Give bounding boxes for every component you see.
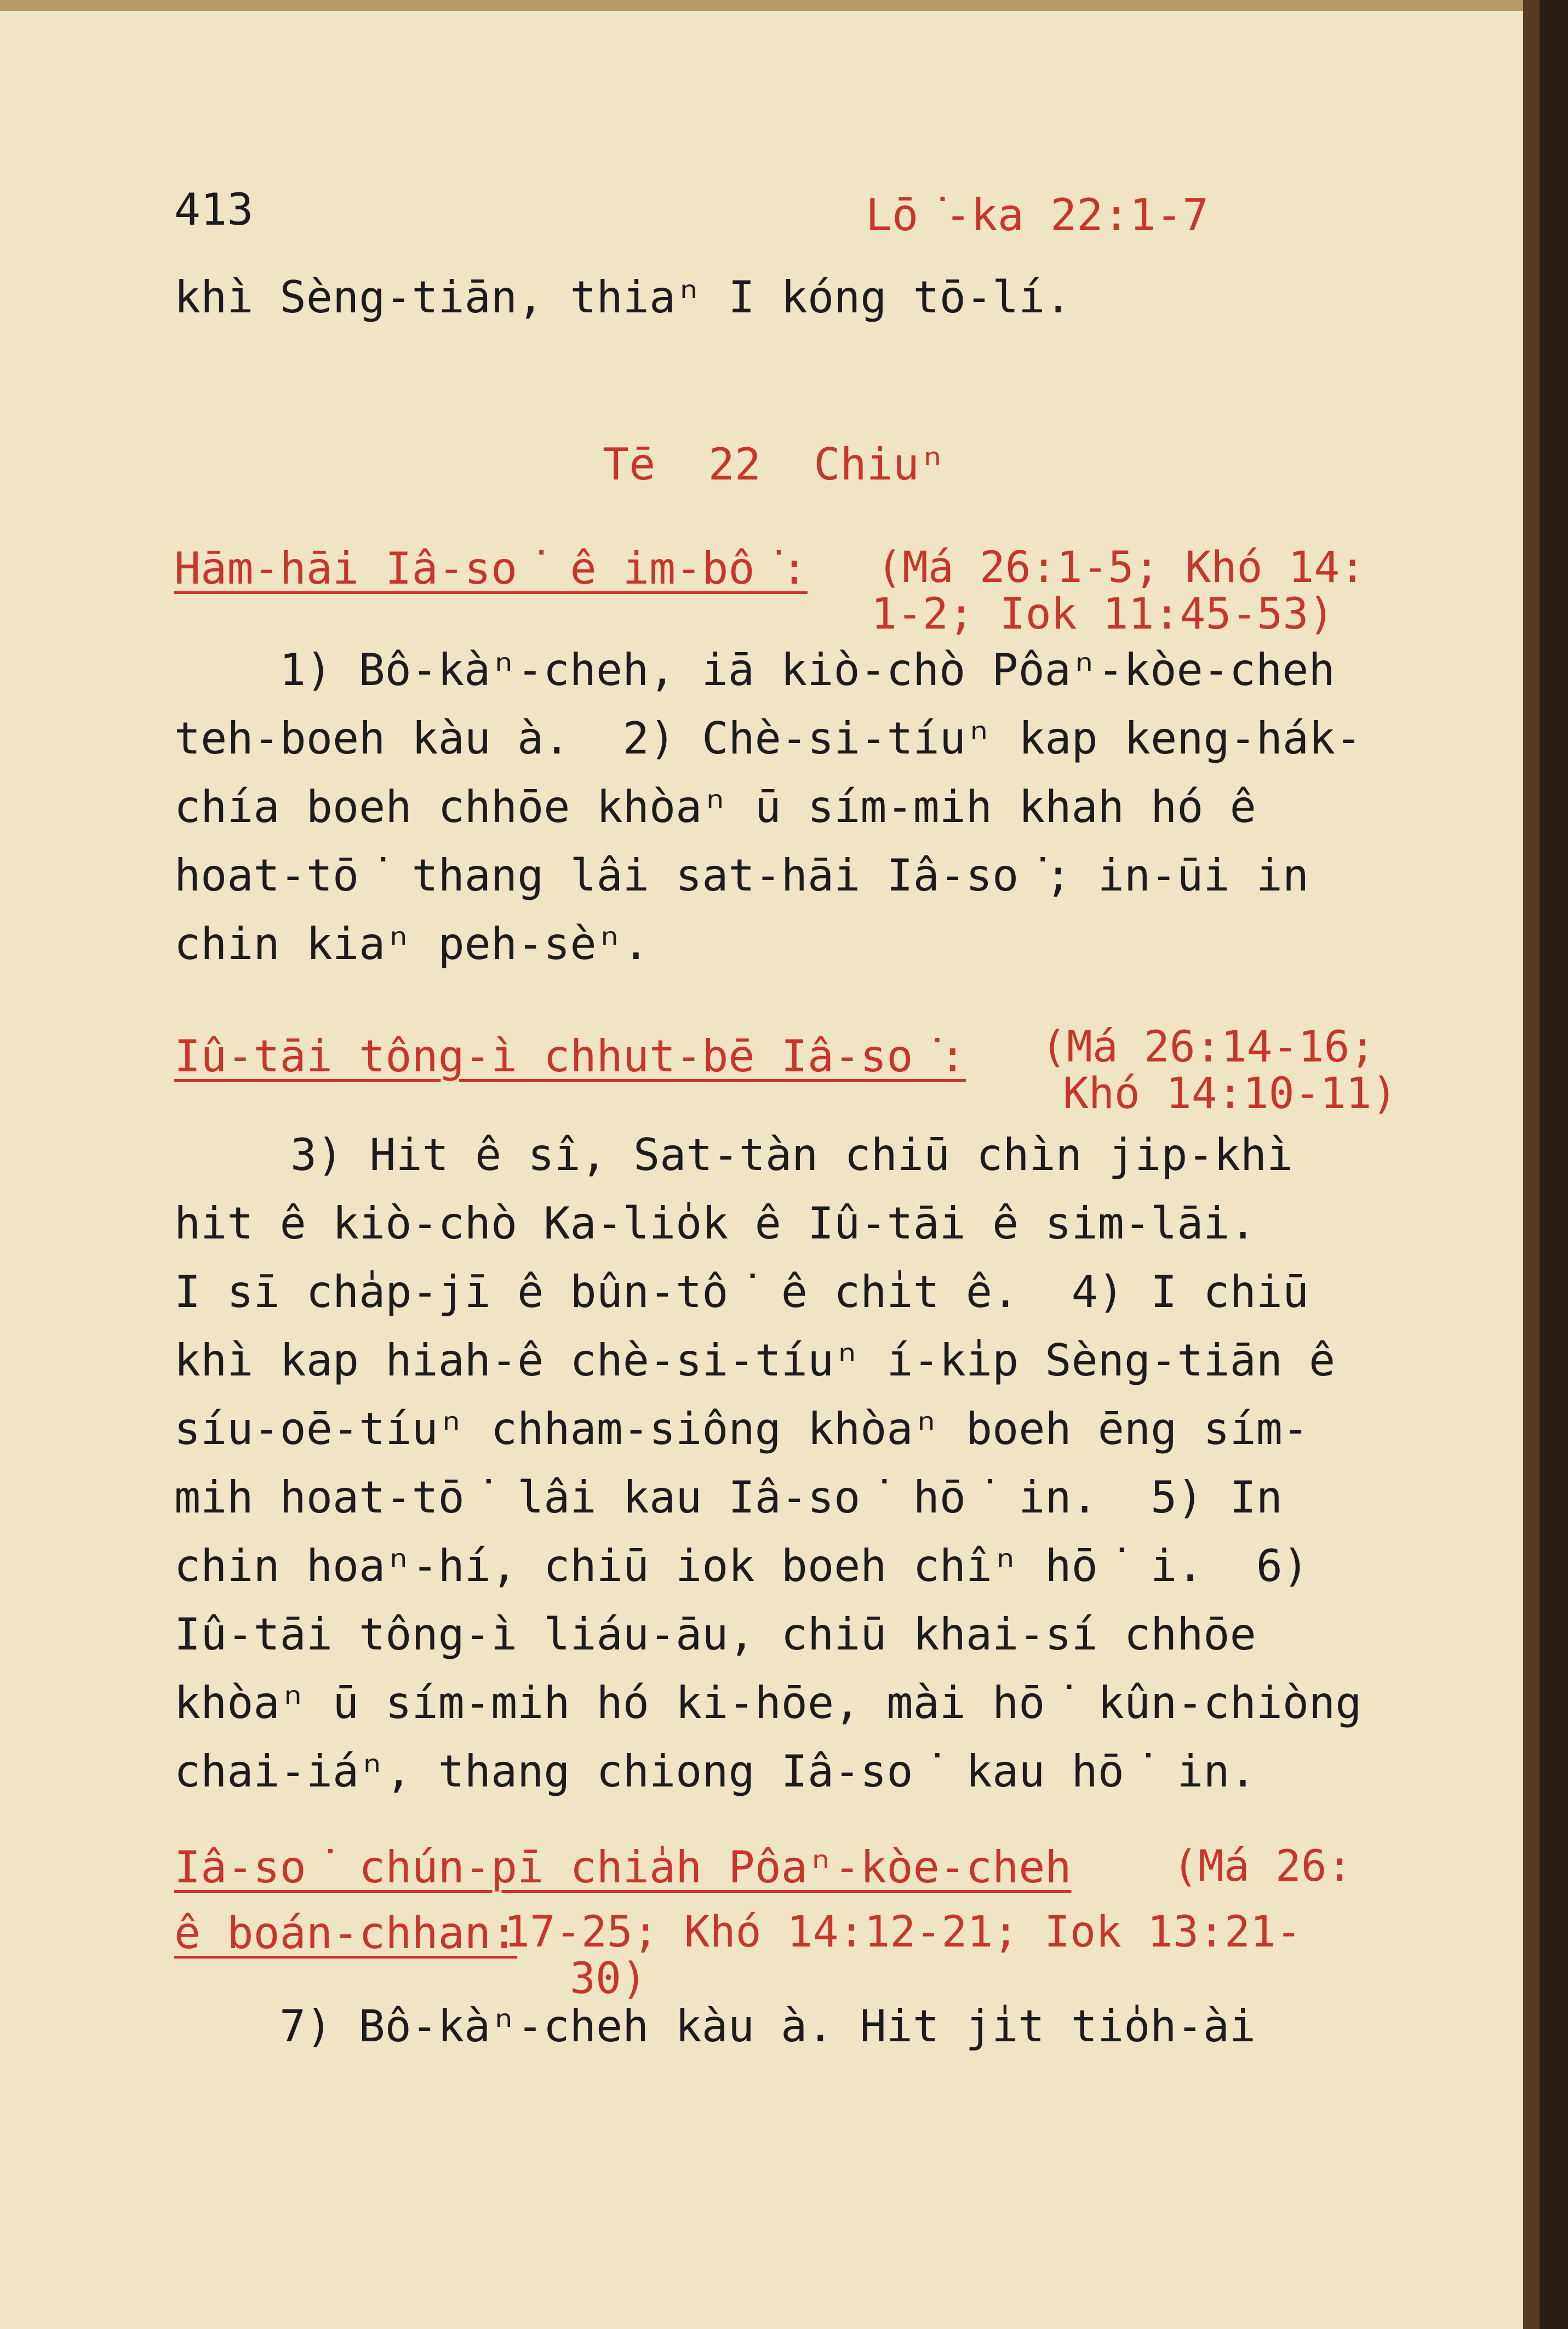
section-title: Iû-tāi tông-ì chhut-bē Iâ-so͘:: [174, 1031, 966, 1082]
page-number: 413: [174, 184, 254, 235]
cross-reference: (Má 26:14-16;: [1041, 1023, 1376, 1072]
section-title: Iâ-so͘ chún-pī chia̍h Pôaⁿ-kòe-cheh: [174, 1842, 1072, 1893]
text-line: chía boeh chhōe khòaⁿ ū sím-mih khah hó ê: [174, 781, 1256, 832]
text-line: teh-boeh kàu à. 2) Chè-si-tíuⁿ kap keng-hák-: [174, 713, 1362, 764]
text-line: chin kiaⁿ peh-sèⁿ.: [174, 918, 649, 969]
page-edge: [0, 0, 1523, 11]
text-line: khòaⁿ ū sím-mih hó ki-hōe, mài hō͘ kûn-chiòng: [174, 1677, 1362, 1728]
text-line: hit ê kiò-chò Ka-lio̍k ê Iû-tāi ê sim-lāi.: [174, 1198, 1256, 1249]
section-title: ê boán-chhan:: [174, 1908, 518, 1959]
text-line: chin hoaⁿ-hí, chiū iok boeh chîⁿ hō͘ i. 6): [174, 1540, 1309, 1591]
cross-reference: (Má 26:: [1172, 1842, 1353, 1891]
text-line: mih hoat-tō͘ lâi kau Iâ-so͘ hō͘ in. 5) In: [174, 1472, 1283, 1523]
cross-reference: (Má 26:1-5; Khó 14:: [877, 543, 1366, 592]
text-line: 7) Bô-kàⁿ-cheh kàu à. Hit ji̍t tio̍h-ài: [279, 2001, 1256, 2052]
text-line: 3) Hit ê sî, Sat-tàn chiū chìn jip-khì: [290, 1129, 1294, 1180]
chapter-heading: Tē 22 Chiuⁿ: [603, 439, 946, 490]
text-line: Iû-tāi tông-ì liáu-āu, chiū khai-sí chhōe: [174, 1609, 1256, 1660]
text-line: khì kap hiah-ê chè-si-tíuⁿ í-ki̍p Sèng-tiān ê: [174, 1335, 1336, 1386]
text-line: khì Sèng-tiān, thiaⁿ I kóng tō-lí.: [174, 272, 1072, 323]
cross-reference: 1-2; Iok 11:45-53): [871, 590, 1335, 639]
text-line: síu-oē-tíuⁿ chham-siông khòaⁿ boeh ēng sím-: [174, 1403, 1309, 1454]
running-head: Lō͘-ka 22:1-7: [866, 190, 1209, 241]
text-line: 1) Bô-kàⁿ-cheh, iā kiò-chò Pôaⁿ-kòe-cheh: [279, 644, 1335, 695]
section-title: Hām-hāi Iâ-so͘ ê im-bô͘:: [174, 543, 808, 594]
cross-reference: 30): [570, 1954, 647, 2003]
cross-reference: 17-25; Khó 14:12-21; Iok 13:21-: [504, 1908, 1302, 1957]
cross-reference: Khó 14:10-11): [1063, 1069, 1398, 1118]
text-line: I sī cha̍p-jī ê bûn-tô͘ ê chi̍t ê. 4) I chiū: [174, 1266, 1309, 1317]
text-line: chai-iáⁿ, thang chiong Iâ-so͘ kau hō͘ in.: [174, 1746, 1256, 1797]
text-line: hoat-tō͘ thang lâi sat-hāi Iâ-so͘; in-ūi in: [174, 850, 1309, 901]
